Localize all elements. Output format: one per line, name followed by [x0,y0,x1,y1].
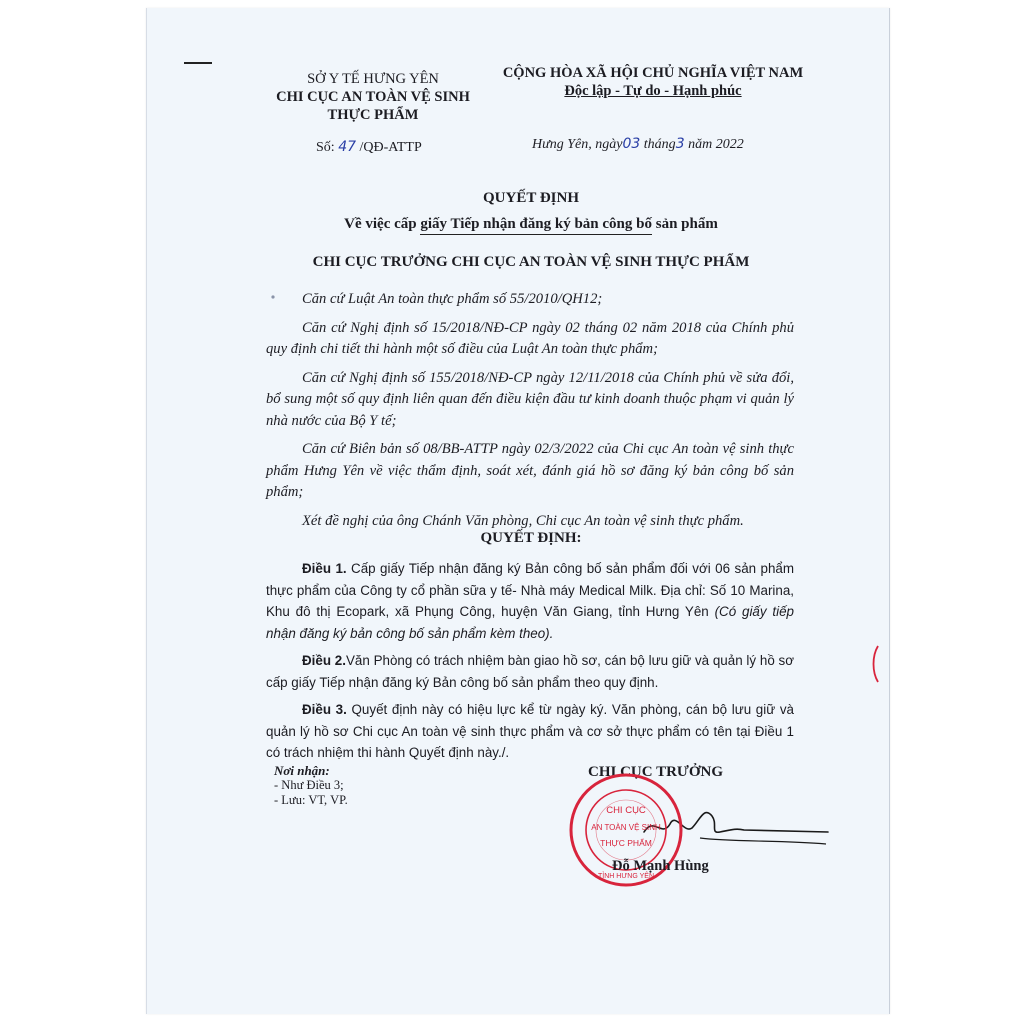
national-header [490,64,816,100]
legal-bases [266,289,794,539]
seal-line3: THỰC PHẨM [600,838,652,848]
seal-edge-mark [868,644,882,684]
document-number: Số: 47 /QĐ-ATTP [316,139,422,155]
recipients [274,763,348,808]
issuer-name: CHI CỤC AN TOÀN VỆ SINH [276,89,470,105]
document-title: QUYẾT ĐỊNH [483,190,579,206]
issuer-header [236,70,510,124]
issuer-name-cont: THỰC PHẨM [327,107,419,123]
place-and-date: Hưng Yên, ngày03 tháng3 năm 2022 [532,136,744,152]
recipients-heading: Nơi nhận: [274,763,330,778]
handwritten-number: 47 [338,139,357,155]
authority-heading: CHI CỤC TRƯỞNG CHI CỤC AN TOÀN VỆ SINH THỰC PHẨM [312,254,750,270]
document-subtitle: Về việc cấp giấy Tiếp nhận đăng ký bản công bố sản phẩm [236,216,826,233]
decision-heading: QUYẾT ĐỊNH: [480,530,582,546]
seal-line2: AN TOÀN VỆ SINH [591,823,661,832]
recipient-item: - Lưu: VT, VP. [274,793,348,807]
seal-line1: CHI CỤC [606,805,646,816]
basis-item: Căn cứ Biên bản số 08/BB-ATTP ngày 02/3/2022 của Chi cục An toàn vệ sinh thực phẩm Hưng Yên về việc thẩm định, soát xét, đánh giá hồ sơ đăng ký bản công bố sản phẩm; [266,441,794,500]
signer-title: CHI CỤC TRƯỞNG [588,764,724,780]
article-1: Điều 1. Cấp giấy Tiếp nhận đăng ký Bản công bố sản phẩm đối với 06 sản phẩm thực phẩm của Công ty cổ phần sữa y tế- Nhà máy Medical Milk. Địa chỉ: Số 10 Marina, Khu đô thị Ecopark, xã Phụng Công, huyện Văn Giang, tỉnh Hưng Yên (Có giấy tiếp nhận đăng ký bản công bố sản phẩm kèm theo). [266,561,795,641]
recipient-item: - Như Điều 3; [274,778,344,792]
basis-item: Xét đề nghị của ông Chánh Văn phòng, Chi cục An toàn vệ sinh thực phẩm. [302,512,744,529]
seal-ring: TỈNH HƯNG YÊN [597,873,655,880]
basis-item: Căn cứ Nghị định số 15/2018/NĐ-CP ngày 02 tháng 02 năm 2018 của Chính phủ quy định chi tiết thi hành một số điều của Luật An toàn thực phẩm; [266,319,794,357]
issuer-parent: SỞ Y TẾ HƯNG YÊN [307,71,439,87]
handwritten-day: 03 [622,136,641,152]
handwritten-month: 3 [675,136,685,152]
article-3: Điều 3. Quyết định này có hiệu lực kể từ ngày ký. Văn phòng, cán bộ lưu giữ và quản lý hồ sơ Chi cục An toàn vệ sinh thực phẩm và cơ sở thực phẩm có tên tại Điều 1 có trách nhiệm thi hành Quyết định này./. [266,702,794,760]
scan-mark [184,62,212,64]
article-2: Điều 2.Văn Phòng có trách nhiệm bàn giao hồ sơ, cán bộ lưu giữ và quản lý hồ sơ cấp giấy Tiếp nhận đăng ký Bản công bố sản phẩm theo quy định. [266,653,795,690]
signer-name: Đỗ Mạnh Hùng [612,858,709,874]
basis-item: Căn cứ Luật An toàn thực phẩm số 55/2010/QH12; [302,291,603,307]
national-motto: Độc lập - Tự do - Hạnh phúc [564,83,742,99]
country-name: CỘNG HÒA XÃ HỘI CHỦ NGHĨA VIỆT NAM [502,65,804,81]
basis-item: Căn cứ Nghị định số 155/2018/NĐ-CP ngày 12/11/2018 của Chính phủ về sửa đổi, bổ sung một số quy định liên quan đến điều kiện đầu tư kinh doanh thuộc phạm vi quản lý nhà nước của Bộ Y tế; [266,369,794,429]
articles [266,558,794,770]
